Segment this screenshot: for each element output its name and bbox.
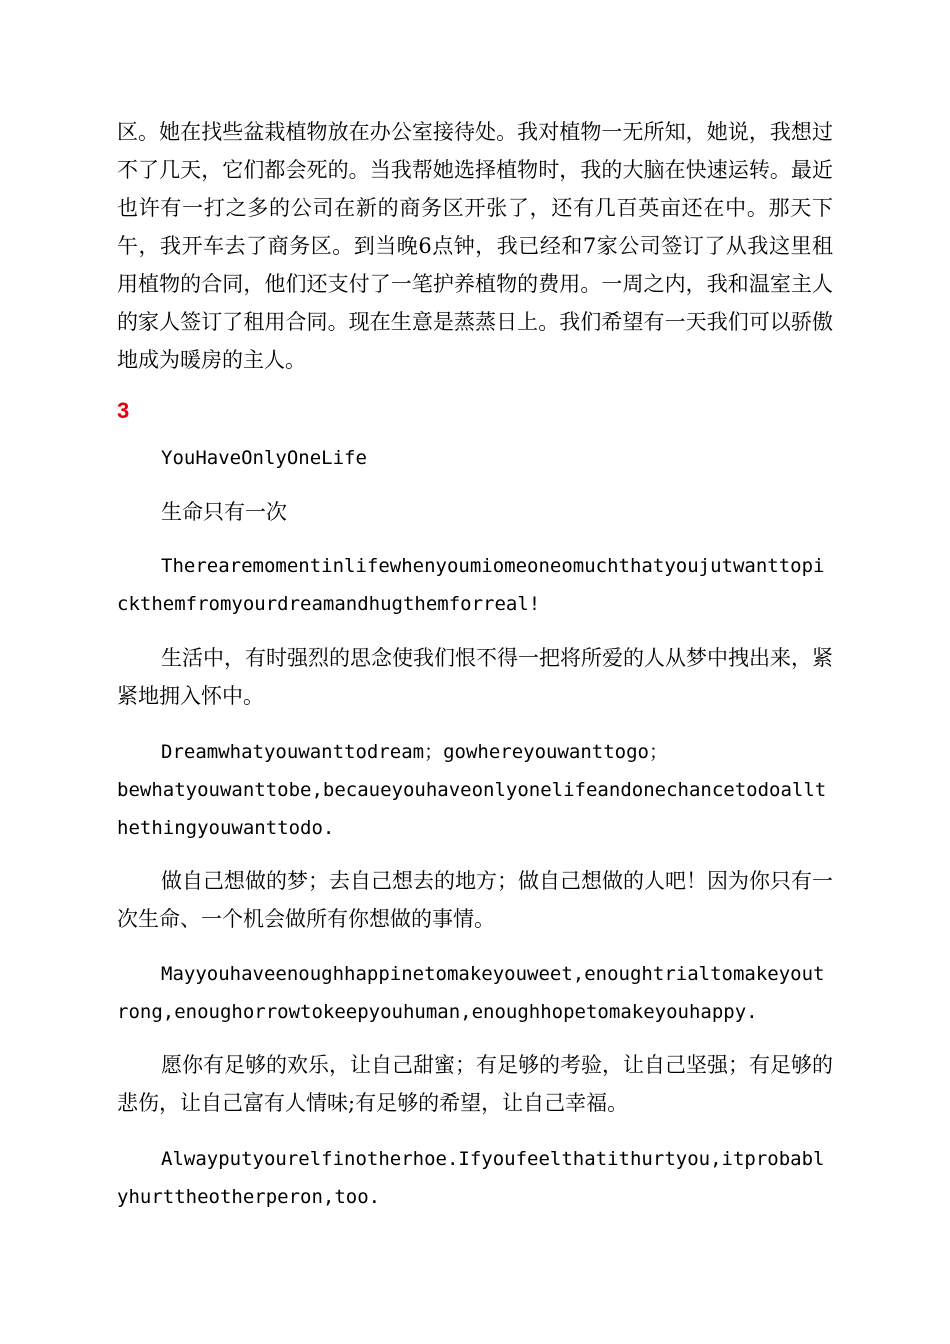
- english-title: YouHaveOnlyOneLife: [161, 447, 367, 469]
- english-paragraph-2-line-2: bewhatyouwanttobe,becaueyouhaveonlyonelifeandonechancetodoallthethingyouwanttodo.: [117, 779, 827, 839]
- english-paragraph-4: Alwayputyourelfinotherhoe.Ifyoufeelthatithurtyou,itprobablyhurttheotherperon,too.: [117, 1148, 825, 1208]
- section-number: 3: [117, 398, 130, 423]
- chinese-paragraph-2: 做自己想做的梦；去自己想去的地方；做自己想做的人吧！因为你只有一次生命、一个机会做所有你想做的事情。: [117, 869, 833, 931]
- english-paragraph-2-line-1: Dreamwhatyouwanttodream；gowhereyouwanttogo；: [161, 741, 668, 763]
- chinese-title: 生命只有一次: [161, 500, 287, 524]
- chinese-paragraph-1: 生活中，有时强烈的思念使我们恨不得一把将所爱的人从梦中拽出来，紧紧地拥入怀中。: [117, 646, 833, 708]
- paragraph-story-ending: 区。她在找些盆栽植物放在办公室接待处。我对植物一无所知，她说，我想过不了几天，它们都会死的。当我帮她选择植物时，我的大脑在快速运转。最近也许有一打之多的公司在新的商务区开张了，还有几百英亩还在中。那天下午，我开车去了商务区。到当晚6点钟，我已经和7家公司签订了从我这里租用植物的合同，他们还支付了一笔护养植物的费用。一周之内，我和温室主人的家人签订了租用合同。现在生意是蒸蒸日上。我们希望有一天我们可以骄傲地成为暖房的主人。: [117, 120, 833, 372]
- chinese-paragraph-3: 愿你有足够的欢乐，让自己甜蜜；有足够的考验，让自己坚强；有足够的悲伤，让自己富有人情味;有足够的希望，让自己幸福。: [117, 1053, 833, 1115]
- english-paragraph-1: Therearemomentinlifewhenyoumiomeoneomuchthatyoujutwanttopickthemfromyourdreamandhugthemforreal!: [117, 555, 825, 615]
- english-paragraph-3: Mayyouhaveenoughhappinetomakeyouweet,enoughtrialtomakeyoutrong,enoughorrowtokeepyouhuman,enoughhopetomakeyouhappy.: [117, 963, 825, 1023]
